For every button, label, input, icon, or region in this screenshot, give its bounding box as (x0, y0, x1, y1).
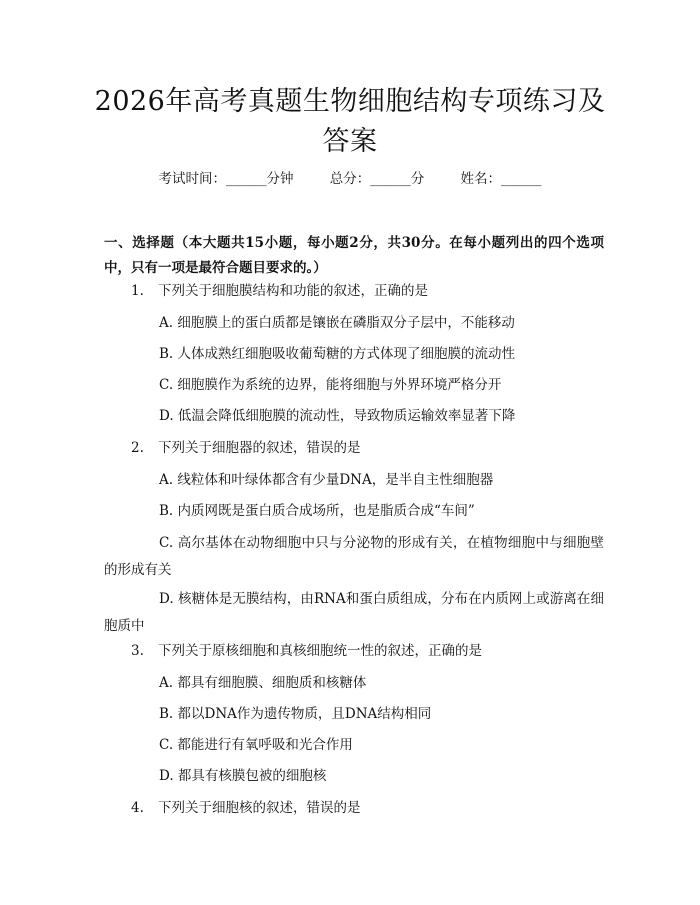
exam-meta-line (0, 170, 700, 188)
total-score-field: 总分：______分 (329, 171, 425, 187)
question-stem: 下列关于细胞核的叙述，错误的是 (158, 800, 361, 816)
question-number: 4. (131, 800, 144, 816)
option-d: D. 都具有核膜包被的细胞核 (159, 768, 327, 784)
question-stem: 下列关于细胞器的叙述，错误的是 (158, 440, 361, 456)
page-title: 2026年高考真题生物细胞结构专项练习及答案 (94, 86, 606, 157)
option-b: B. 人体成熟红细胞吸收葡萄糖的方式体现了细胞膜的流动性 (159, 346, 516, 362)
question-number: 2. (131, 440, 144, 456)
section-heading: 一、选择题（本大题共15小题，每小题2分，共30分。在每小题列出的四个选项中，只有一项是最符合题目要求的。） (104, 235, 604, 276)
option-c: C. 都能进行有氧呼吸和光合作用 (159, 737, 353, 753)
exam-time-field: 考试时间：______分钟 (158, 171, 294, 187)
option-a: A. 细胞膜上的蛋白质都是镶嵌在磷脂双分子层中，不能移动 (159, 315, 515, 331)
option-c: C. 细胞膜作为系统的边界，能将细胞与外界环境严格分开 (159, 377, 502, 393)
question-number: 3. (131, 643, 144, 659)
option-d: D. 核糖体是无膜结构，由RNA和蛋白质组成，分布在内质网上或游离在细胞质中 (104, 591, 604, 634)
question-number: 1. (131, 283, 144, 299)
question-stem: 下列关于原核细胞和真核细胞统一性的叙述，正确的是 (158, 643, 482, 659)
option-a: A. 线粒体和叶绿体都含有少量DNA，是半自主性细胞器 (159, 472, 494, 488)
question-stem: 下列关于细胞膜结构和功能的叙述，正确的是 (158, 283, 428, 299)
option-c: C. 高尔基体在动物细胞中只与分泌物的形成有关，在植物细胞中与细胞壁的形成有关 (104, 535, 604, 578)
option-a: A. 都具有细胞膜、细胞质和核糖体 (159, 675, 367, 691)
option-b: B. 都以DNA作为遗传物质，且DNA结构相同 (159, 706, 432, 722)
option-b: B. 内质网既是蛋白质合成场所，也是脂质合成“车间” (159, 503, 475, 519)
student-name-field: 姓名：______ (460, 171, 542, 187)
option-d: D. 低温会降低细胞膜的流动性，导致物质运输效率显著下降 (159, 408, 516, 424)
